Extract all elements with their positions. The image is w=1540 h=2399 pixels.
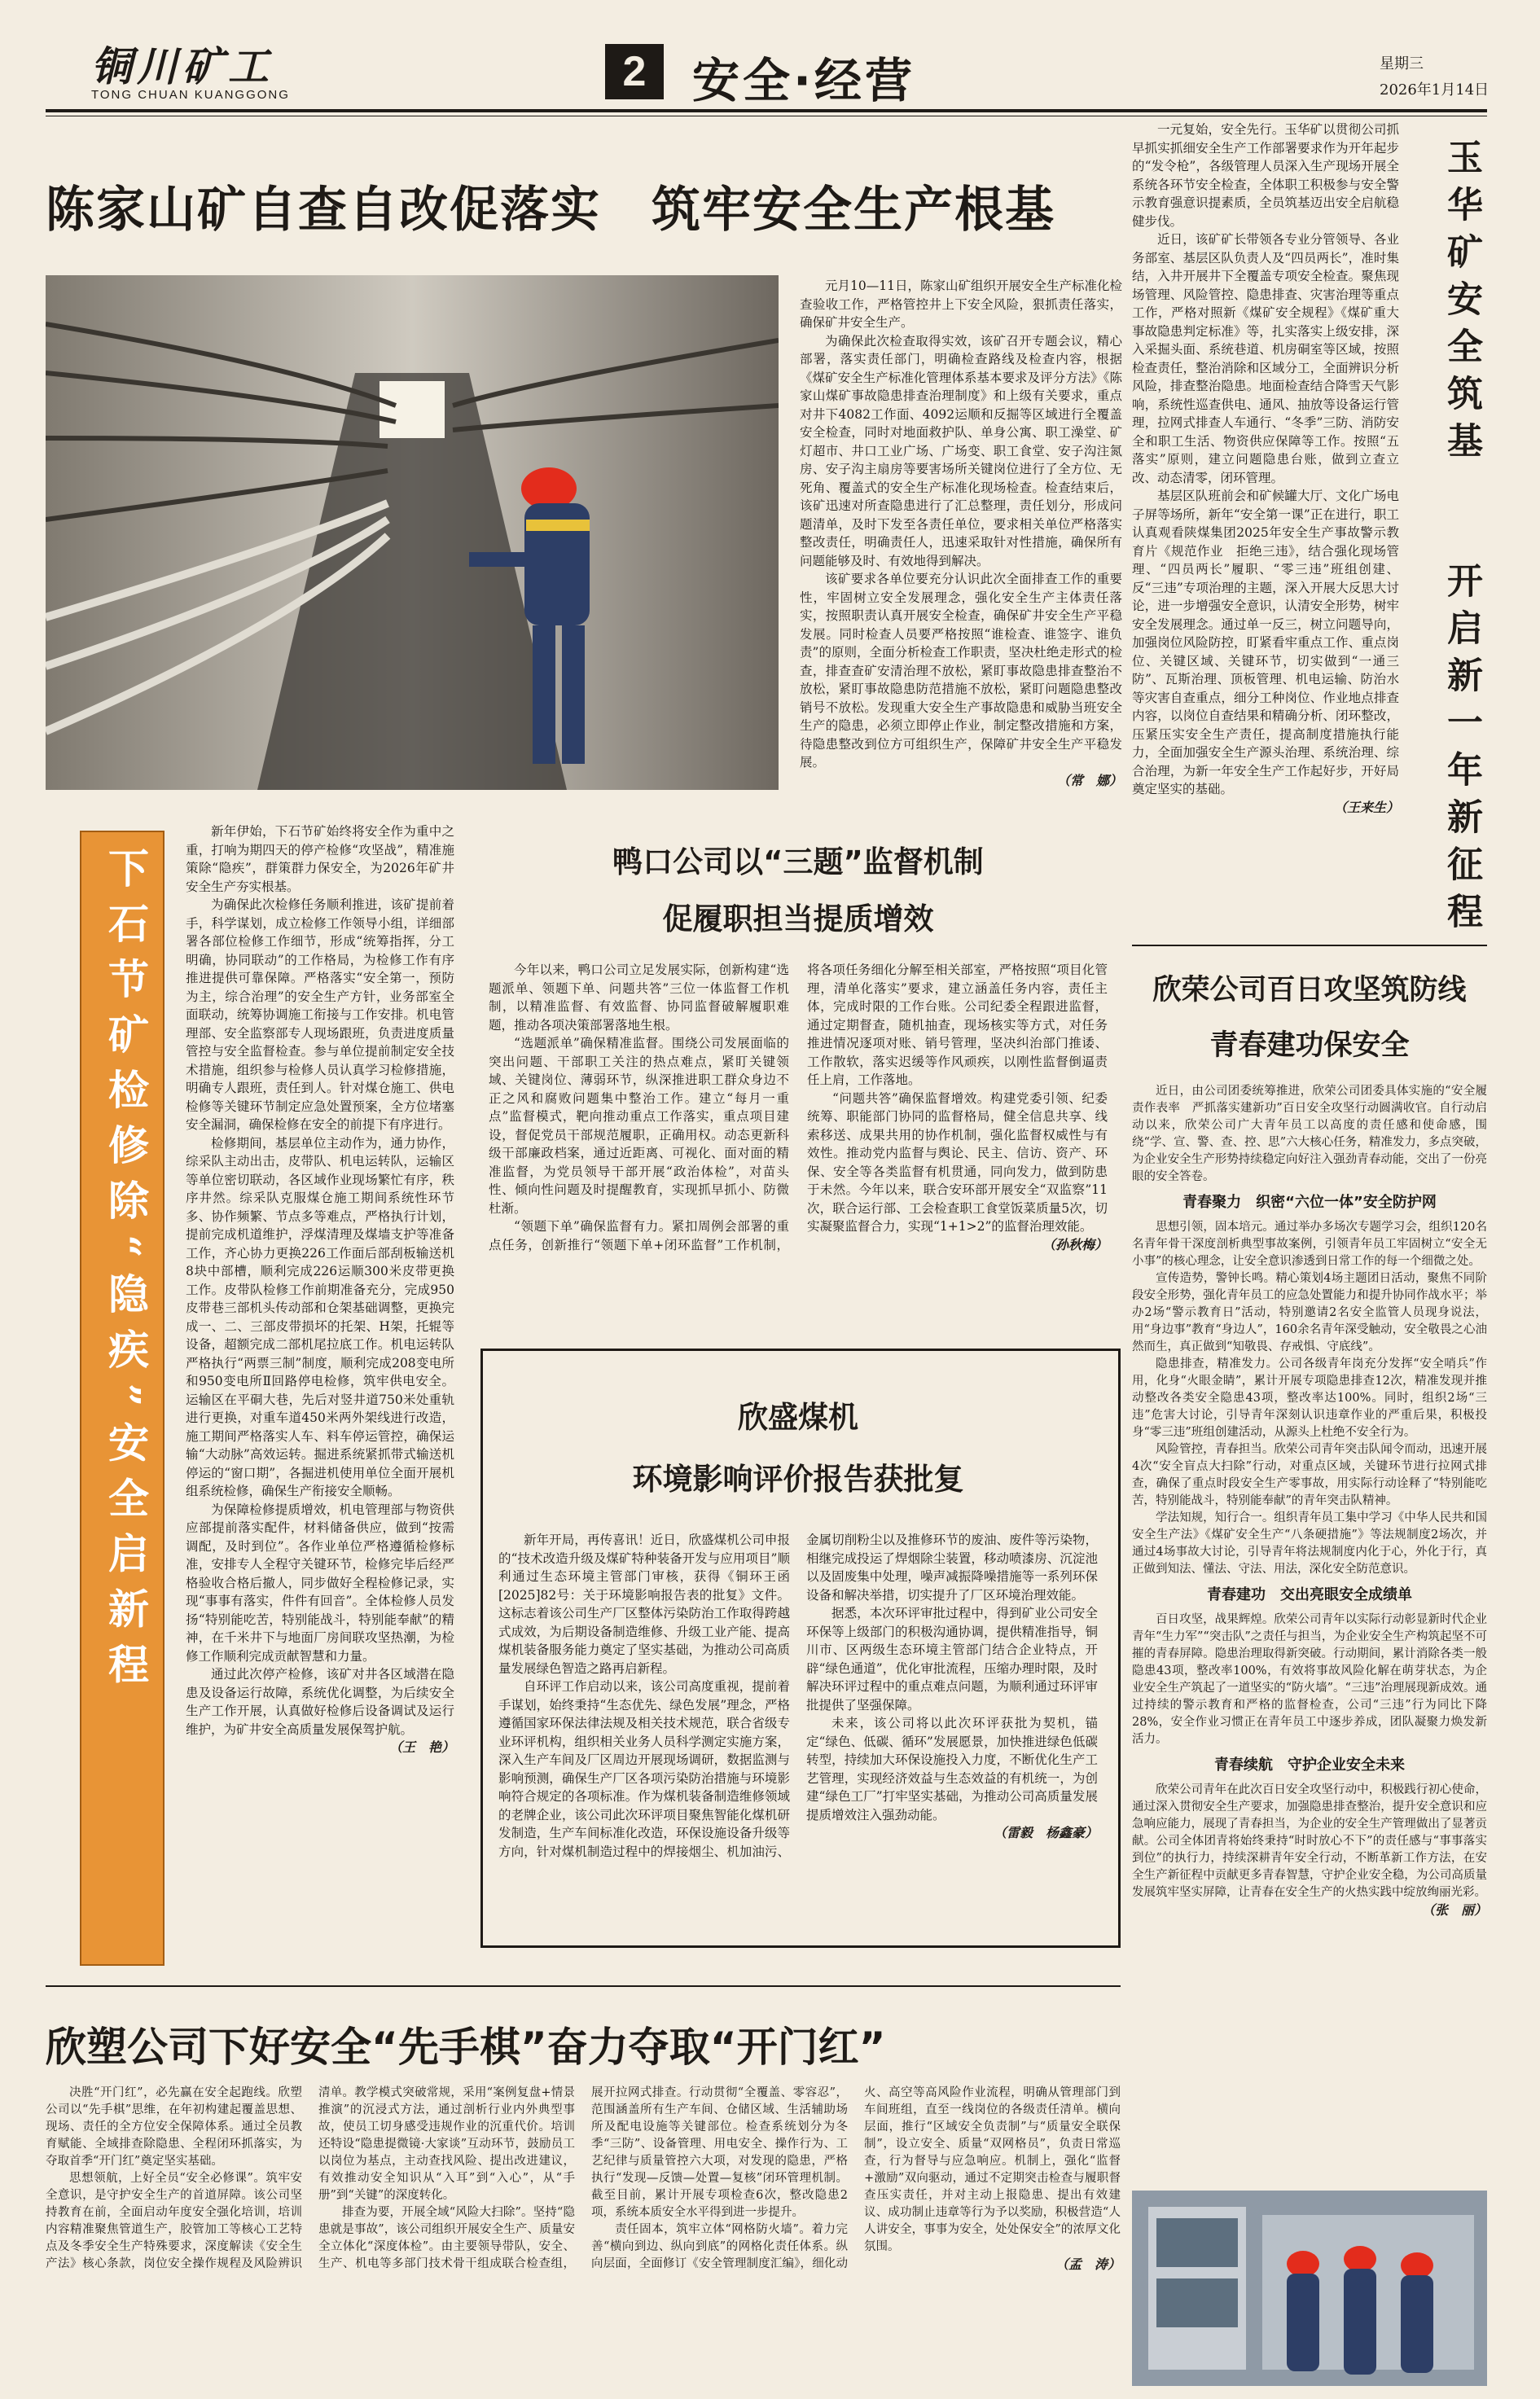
article5-paragraph-3: 排查为要，开展全域“风险大扫除”。坚持“隐患就是事故”，该公司组织开展安全生产、质量安全立体化“深度体检”。由主要领导带队，安全、生产、机电等多部门技术骨干组成联合检查组，展开拉网式排查。行动贯彻“全覆盖、零容忍”，范围涵盖所有生产车间、仓储区域、生活辅助场所及配电设施等关键部位。检查系统划分为冬季“三防”、设备管理、用电安全、操作行为、工艺纪律与质量管控六大项，对发现的隐患，严格执行“发现—反馈—处置—复核”闭环管理机制。截至目前，累计开展专项检查6次，整改隐患2项，系统本质安全水平得到进一步提升。 — [318, 2086, 848, 2270]
article1-body — [800, 277, 1122, 798]
page-number: 2 — [605, 44, 664, 99]
vert1-paragraph-1: 一元复始，安全先行。玉华矿以贯彻公司抓早抓实抓细安全生产工作部署要求作为开年起步的“发令枪”，各级管理人员深入生产现场开展全系统各环节安全检查，全体职工积极参与安全警示教育强意识提素质，全员筑基迈出安全启航稳健步伐。 — [1132, 122, 1399, 229]
article3-subtitle-3: 青春续航 守护企业安全未来 — [1214, 1756, 1405, 1774]
article5-paragraph-4: 责任固本，筑牢立体“网格防火墙”。着力完善“横向到边、纵向到底”的网格化责任体系。纵向层面，全面修订《安全管理制度汇编》，细化动火、高空等高风险作业流程，明确从管理部门到车间班组，直至一线岗位的各级责任清单。横向层面，推行“区域安全负责制”与“质量安全联保制”，设立安全、质量“双网格员”，负责日常巡查，行为督导与应急响应。机制上，强化“监督+激励”双向驱动，通过不定期突击检查与履职督查压实责任，并对主动上报隐患、提出有效建议、成功制止违章等行为予以奖励，积极营造“人人讲安全，事事为安全，处处保安全”的浓厚文化氛围。 — [591, 2086, 1121, 2270]
vert1-author: （王来生） — [1333, 799, 1399, 815]
article2-paragraph-2: “选题派单”确保精准监督。围绕公司发展面临的突出问题、干部职工关注的热点难点，紧盯关键领域、关键岗位、薄弱环节，纵深推进职工群众身边不正之风和腐败问题集中整治工作。建立“每月一重点”监督模式，靶向推动重点工作落实，重点项目建设，督促党员干部规范履职，正确用权。动态更新科级干部廉政档案，通过近距离、可视化、面对面的精准监督，为党员领导干部开展“政治体检”，对苗头性、倾向性问题及时提醒教育，实现抓早抓小、防微杜渐。 — [489, 1036, 789, 1216]
article4-author: （雷毅 杨鑫豪） — [993, 1825, 1098, 1840]
article3-s3-paragraph-1: 欣荣公司青年在此次百日安全攻坚行动中，积极践行初心使命，通过深入贯彻安全生产要求，加强隐患排查整治，提升安全意识和应急响应能力，展现了青春担当，为企业的安全生产管理做出了显著贡献。公司全体团青将始终秉持“时时放心不下”的责任感与“事事落实到位”的执行力，持续深耕青年安全行动，不断革新工作方法，在安全生产新征程中贡献更多青春智慧，守护企业安全稳，为公司高质量发展筑牢坚实屏障，让青春在安全生产的火热实践中绽放绚丽光彩。 — [1132, 1783, 1487, 1899]
article3-s1-paragraph-1: 思想引领，固本培元。通过举办多场次专题学习会，组织120名名青年骨干深度剖析典型事故案例，引领青年员工牢固树立“安全无小事”的核心理念，让安全意识渗透到日常工作的每一个细微之处。 — [1132, 1221, 1487, 1268]
article3-s1-paragraph-3: 隐患排查，精准发力。公司各级青年岗充分发挥“安全哨兵”作用，化身“火眼金睛”，累计开展专项隐患排查12次，精准发现并推动整改各类安全隐患43项，整改率达100%。同时，组织2场“三违”危害大讨论，引导青年深刻认识违章作业的严重后果，积极投身“零三违”班组创建活动，从源头上杜绝不安全行为。 — [1132, 1357, 1487, 1439]
article3-s1-paragraph-4: 风险管控，青春担当。欣荣公司青年突击队闻令而动，迅速开展4次“安全盲点大扫除”行动，对重点区域，关键环节进行拉网式排查，确保了重点时段安全生产零事故，用实际行动诠释了“特别能吃苦，特别能战斗，特别能奉献”的青年突击队精神。 — [1132, 1443, 1487, 1507]
vert2-paragraph-1: 新年伊始，下石节矿始终将安全作为重中之重，打响为期四天的停产检修“攻坚战”，精准施策除“隐疾”，群策群力保安全，为2026年矿井安全生产夯实根基。 — [186, 824, 454, 894]
article3-headline-b: 青春建功保安全 — [1209, 1029, 1410, 1062]
article5-body — [46, 2085, 1121, 2378]
article4-paragraph-4: 未来，该公司将以此次环评获批为契机，锚定“绿色、低碳、循环”发展愿景，加快推进绿色低碳转型，持续加大环保设施投入力度，不断优化生产工艺管理，实现经济效益与生态效益的有机统一，为创建“绿色工厂”打牢坚实基础，为推动公司高质量发展提质增效注入强劲动能。 — [806, 1716, 1098, 1822]
article3-headline-a: 欣荣公司百日攻坚筑防线 — [1152, 974, 1467, 1007]
article2-paragraph-1: 今年以来，鸭口公司立足发展实际，创新构建“选题派单、领题下单、问题共答”三位一体监督工作机制，以精准监督、有效监督、协同监督破解履职难题，推动各项决策部署落地生根。 — [489, 963, 789, 1033]
article3-s2-paragraph-1: 百日攻坚，战果辉煌。欣荣公司青年以实际行动彰显新时代企业青年“生力军”“突击队”之责任与担当，为企业安全生产构筑起坚不可摧的青春屏障。隐患治理取得新突破。行动期间，累计消除各类一般隐患43项，整改率100%，有效将事故风险化解在萌芽状态，为企业安全生产筑起了一道坚实的“防火墙”。“三违”治理展现新成效。通过持续的警示教育和严格的监督检查，公司“三违”行为同比下降28%，安全作业习惯正在青年员工中逐步养成，团队凝聚力焕发新活力。 — [1132, 1613, 1487, 1746]
article1-paragraph-1: 元月10—11日，陈家山矿组织开展安全生产标准化检查验收工作，严格管控井上下安全风险，狠抓责任落实，确保矿井安全生产。 — [800, 278, 1122, 330]
article4-paragraph-1: 新年开局，再传喜讯！近日，欣盛煤机公司申报的“技术改造升级及煤矿特种装备开发与应用项目”顺利通过生态环境主管部门审核，获得《铜环王函[2025]82号：关于环境影响报告表的批复》文件。这标志着该公司生产厂区整体污染防治工作取得跨越式成效，为后期设备制造维修、升级工业产能、提高煤机装备服务能力奠定了坚实基础，为推动公司高质量发展绿色智造之路再启新程。 — [498, 1533, 790, 1676]
article2-paragraph-4: “问题共答”确保监督增效。构建党委引领、纪委统筹、职能部门协同的监督格局，健全信息共享、线索移送、成果共用的协作机制，强化监督权威性与有效性。推动党内监督与舆论、民主、信访、资产、环保、安全等各类监督有机贯通，同向发力，做到防患于未然。今年以来，联合安环部开展安全“双监察”11次，联合运行部、工会检查职工食堂饭菜质量5次，切实凝聚监督合力，实现“1+1>2”的监督治理效能。 — [807, 1090, 1108, 1234]
vert1-title-b: 开启新一年新征程 — [1441, 562, 1482, 940]
article4-paragraph-3: 据悉，本次环评审批过程中，得到矿业公司安全环保等上级部门的积极沟通协调，提供精准指导，铜川市、区两级生态环境主管部门结合企业特点，开辟“绿色通道”，优化审批流程，压缩办理时限，及时解决环评过程中的重点难点问题，为顺利通过环评审批提供了坚强保障。 — [806, 1606, 1098, 1713]
masthead-pinyin: TONG CHUAN KUANGGONG — [91, 88, 290, 102]
article2-headline-b: 促履职担当提质增效 — [662, 901, 934, 936]
vert1-paragraph-3: 基层区队班前会和矿候罐大厅、文化广场电子屏等场所，新年“安全第一课”正在进行，职工认真观看陕煤集团2025年安全生产事故警示教育片《规范作业 拒绝三违》，结合强化现场管理、“四员两长”履职、“零三违”班组创建、反“三违”专项治理的主题，深入开展大反思大讨论，进一步增强安全意识，认清安全形势，树牢安全发展理念。通过单一反三，树立问题导向，加强岗位风险防控，盯紧看牢重点工作、重点岗位、关键区域、关键环节，切实做到“一通三防”、瓦斯治理、顶板管理、机电运输、防治水等灾害自查重点，细分工种岗位、作业地点排查内容，以岗位自查结果和精确分析、闭环整改，压紧压实安全生产责任，提高制度措施执行能力，全面加强安全生产源头治理、系统治理、综合治理，为新一年安全生产工作起好步，开好局奠定坚实的基础。 — [1132, 489, 1399, 796]
article3-subtitle-2: 青春建功 交出亮眼安全成绩单 — [1207, 1586, 1412, 1603]
article3-author: （张 丽） — [1421, 1902, 1487, 1918]
article1-author: （常 娜） — [1056, 772, 1122, 788]
masthead-title: 铜川矿工 — [91, 42, 274, 90]
article3-subtitle-1: 青春聚力 织密“六位一体”安全防护网 — [1182, 1194, 1437, 1211]
article5-paragraph-1: 决胜“开门红”，必先赢在安全起跑线。欣塑公司以“先手棋”思维，在年初构建起覆盖思想、现场、责任的全方位安全保障体系。通过全员教育赋能、全域排查除隐患、全程闭环抓落实，为夺取首季“开门红”奠定坚实基础。 — [46, 2086, 302, 2168]
article5-top-rule — [46, 1985, 1121, 1987]
vert1-paragraph-2: 近日，该矿矿长带领各专业分管领导、各业务部室、基层区队负责人及“四员两长”，准时集结，入井开展井下全覆盖专项安全检查。聚焦现场管理、风险管控、隐患排查、灾害治理等重点工作，严格对照新《煤矿安全规程》《煤矿重大事故隐患判定标准》等，扎实落实上级安排，深入采掘头面、系统巷道、机房硐室等区域，按照检查责任，整治消除和区域分工，全面辨识分析风险，排查整治隐患。地面检查结合降雪天气影响，系统性巡查供电、通风、抽放等设备运行管理，拉网式排查人车通行、“冬季”三防、消防安全和职工生活、物资供应保障等工作。按照“五落实”原则，建立问题隐患台账，做到立查立改、动态清零，闭环管理。 — [1132, 232, 1399, 485]
masthead-rule — [46, 109, 1487, 112]
article5-headline: 欣塑公司下好安全“先手棋”奋力夺取“开门红” — [46, 2024, 886, 2071]
section-title: 安全·经营 — [692, 53, 916, 108]
article4-paragraph-2: 自环评工作启动以来，该公司高度重视，提前着手谋划，始终秉持“生态优先、绿色发展”理念，严格遵循国家环保法律法规及相关技术规范，联合省级专业环评机构，组织相关业务人员科学测定实施方案，深入生产车间及厂区周边开展现场调研，数据监测与影响预测，确保生产厂区各项污染防治措施与环境影响符合规定的各项标准。作为煤机装备制造维修领域的老牌企业，该公司此次环评项目聚焦智能化煤机研发制造，生产车间标准化改造，环保设施设备升级等方向，针对煤机制造过程中的焊接烟尘、机加油污、金属切削粉尘以及推修环节的废油、废件等污染物，相继完成投运了焊烟除尘装置，移动喷漆房、沉淀池以及固废集中处理，噪声减振降噪措施等一系列环保设备和解决举措，切实提升了厂区环境治理效能。 — [498, 1533, 1098, 1859]
weekday: 星期三 — [1380, 55, 1424, 72]
mine-photo — [46, 275, 779, 790]
article2-body — [489, 961, 1108, 1319]
workers-photo — [1132, 2191, 1487, 2386]
article3-s1-paragraph-2: 宣传造势，警钟长鸣。精心策划4场主题团日活动，聚焦不同阶段安全形势，强化青年员工的应急处置能力和提升协同作战水平；举办2场“警示教育日”活动，特别邀请2名安全监管人员现身说法，用“身边事”教育“身边人”，160余名青年深受触动，安全敬畏之心油然而生，真正做到“知敬畏、存戒惧、守底线”。 — [1132, 1272, 1487, 1353]
article2-paragraph-3: “领题下单”确保监督有力。紧扣周例会部署的重点任务，创新推行“领题下单+闭环监督”工作机制，将各项任务细化分解至相关部室，严格按照“项目化管理，清单化落实”要求，建立涵盖任务内容，责任主体，完成时限的工作台账。公司纪委全程跟进监督，通过定期督查，随机抽查，现场核实等方式，对任务推进情况逐项对账、销号管理，坚决纠治部门推诿、工作散软，落实迟缓等作风顽疾，以刚性监督倒逼责任上肩，工作落地。 — [489, 963, 1108, 1252]
article5-paragraph-2: 思想领航，上好全员“安全必修课”。筑牢安全意识，是守护安全生产的首道屏障。该公司坚持教育在前，全面启动年度安全强化培训，培训内容精准聚焦管道生产，胶管加工等核心工艺特点及冬季安全生产特殊要求，深度解读《安全生产法》核心条款，岗位安全操作规程及风险辨识清单。教学模式突破常规，采用“案例复盘+情景推演”的沉浸式方法，通过剖析行业内外典型事故，使员工切身感受违规作业的沉重代价。培训还特设“隐患提微镜·大家谈”互动环节，鼓励员工以岗位为基点，主动查找风险、提出改进建议，有效推动安全知识从“入耳”到“入心”，从“手册”到“关键”的深度转化。 — [46, 2086, 575, 2270]
article1-paragraph-3: 该矿要求各单位要充分认识此次全面排查工作的重要性，牢固树立安全发展理念，强化安全生产主体责任落实，按照职责认真开展安全检查，确保矿井安全生产平稳发展。同时检查人员要严格按照“谁检查、谁签字、谁负责”的原则，全面分析检查工作职责，坚决杜绝走形式的检查，排查查矿安清治理不放松，紧盯事故隐患排查整治不放松，紧盯事故隐患防范措施不放松，紧盯问题隐患整改销号不放松。发现重大安全生产事故隐患和威胁当班安全生产的隐患，必须立即停止作业，制定整改措施和方案，待隐患整改到位方可组织生产，保障矿井安全生产平稳发展。 — [800, 572, 1122, 770]
article1-headline: 陈家山矿自查自改促落实 筑牢安全生产根基 — [46, 182, 1055, 239]
vert2-paragraph-2: 为确保此次检修任务顺利推进，该矿提前着手，科学谋划，成立检修工作领导小组，详细部署各部位检修工作细节，形成“统筹指挥，分工明确，协同联动”的工作格局，为检修工作有序推进提供可靠保障。严格落实“安全第一，预防为主，综合治理”的安全生产方针，业务部室全面联动，统筹协调施工衔接与工作安排。机电管理部、安全监察部专人现场跟班，负责进度质量管控与安全监督检查。参与单位提前制定安全技术措施，组织参与检修人员认真学习检修措施，明确专人跟班，责任到人。针对煤仓施工、供电检修等关键环节制定应急处置预案，全方位堵塞安全漏洞，确保检修在安全的前提下有序进行。 — [186, 897, 454, 1132]
article5-author: （孟 涛） — [1055, 2256, 1121, 2272]
article4-headline-b: 环境影响评价报告获批复 — [632, 1462, 964, 1497]
vert1-body — [1132, 121, 1399, 1171]
article4-headline-a: 欣盛煤机 — [738, 1400, 858, 1435]
vert2-body — [186, 822, 454, 2036]
vert2-title: 下石节矿检修除“隐疾”安全启新程 — [102, 847, 150, 1699]
vert2-paragraph-5: 通过此次停产检修，该矿对井各区域潜在隐患及设备运行故障，系统优化调整，为后续安全生产工作开展，认真做好检修后设备调试及运行维护，为矿井安全高质量发展保驾护航。 — [186, 1667, 454, 1737]
vert2-paragraph-3: 检修期间，基层单位主动作为，通力协作，综采队主动出击，皮带队、机电运转队，运输区等单位密切联动，各区域作业现场繁忙有序，秩序井然。综采队克服煤仓施工期间系统性环节多、协作频繁、节点多等难点，严格执行计划，提前完成机道维护，浮煤清理及煤墙支护等准备工作，齐心协力更换226工作面后部刮板输送机8块中部槽，顺利完成226运顺300米皮带更换工作。皮带队检修工作前期准备充分，完成950皮带巷三部机头传动部和仓架基础调整，更换完成一、二、三部皮带损坏的托架、H架，托辊等设备，超额完成二部机尾拉底工作。机电运转队严格执行“两票三制”制度，顺利完成208变电所和950变电所Ⅱ回路停电检修，筑牢供电安全。运输区在平硐大巷，先后对竖井道750米处重轨进行更换，对重车道450米两外架线进行改造，施工期间严格落实人车、料车停运管控，确保运输“大动脉”高效运转。掘进系统紧抓带式输送机停运的“窗口期”，各掘进机使用单位全面开展机组系统检修，确保生产衔接安全顺畅。 — [186, 1135, 454, 1498]
article3-body — [1132, 1083, 1487, 2174]
issue-date: 2026年1月14日 — [1380, 81, 1490, 99]
vert2-author: （王 艳） — [388, 1739, 454, 1755]
article3-s1-paragraph-5: 学法知规，知行合一。组织青年员工集中学习《中华人民共和国安全生产法》《煤矿安全生产“八条硬措施”》等法规制度2场次，并通过4场事故大讨论，引导青年将法规制度内化于心，外化于行，真正做到知法、懂法、守法、用法，深化安全防范意识。 — [1132, 1511, 1487, 1576]
article3-top-rule — [1132, 945, 1487, 946]
article3-paragraph-1: 近日，由公司团委统筹推进，欣荣公司团委具体实施的“安全履责作表率 严抓落实建新功”百日安全攻坚行动圆满收官。自行动启动以来，欣荣公司广大青年员工以高度的责任感和使命感，围绕“学、宣、警、查、控、思”六大核心任务，精准发力，多点突破，为企业安全生产形势持续稳定向好注入强劲青春动能，交出了一份亮眼的安全答卷。 — [1132, 1085, 1487, 1183]
article4-body — [498, 1531, 1098, 1930]
article1-paragraph-2: 为确保此次检查取得实效，该矿召开专题会议，精心部署，落实责任部门，明确检查路线及检查内容，根据《煤矿安全生产标准化管理体系基本要求及评分方法》《陈家山煤矿事故隐患排查治理制度》和上级有关要求，重点对井下4082工作面、4092运顺和反掘等区域进行全覆盖安全检查，同时对地面救护队、单身公寓、职工澡堂、矿灯超市、井口工业广场、广场变、职工食堂、安子沟注氮房、安子沟主扇房等要害场所关键岗位进行了全方位、无死角、覆盖式的安全生产标准化现场检查。检查结束后，该矿迅速对所查隐患进行了汇总整理，责任划分，形成问题清单，及时下发至各责任单位，要求相关单位严格落实整改责任，明确责任人，迅速采取针对性措施，确保所有问题能够及时、有效地得到解决。 — [800, 333, 1122, 568]
article2-author: （孙秋梅） — [1042, 1236, 1108, 1252]
vert1-title-a: 玉华矿安全筑基 — [1441, 138, 1482, 469]
article2-headline-a: 鸭口公司以“三题”监督机制 — [612, 844, 984, 879]
vert2-paragraph-4: 为保障检修提质增效，机电管理部与物资供应部提前落实配件，材料储备供应，做到“按需调配，及时到位”。各作业单位严格遵循检修标准，安排专人全程守关键环节，检修完毕后经严格验收合格后撤人，同步做好全程检修记录，实现“事事有落实，件件有回音”。全体检修人员发扬“特别能吃苦，特别能战斗，特别能奉献”的精神，在千米井下与地面厂房间联攻坚热潮，为检修工作顺利完成贡献智慧和力量。 — [186, 1502, 454, 1664]
